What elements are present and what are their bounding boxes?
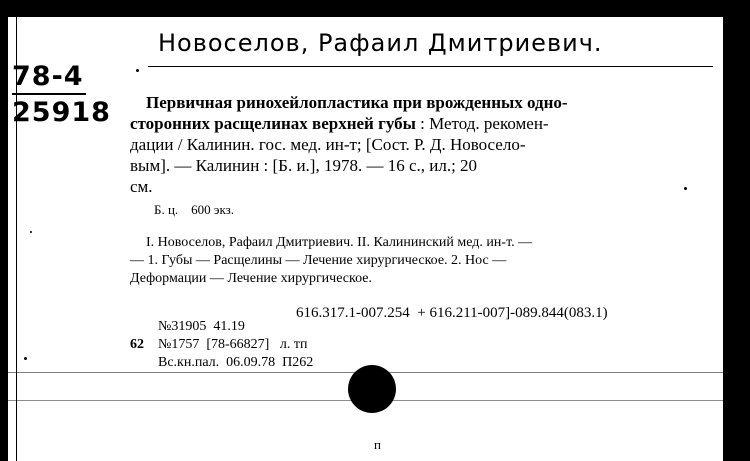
card-rule-top (148, 66, 713, 67)
scan-speck (684, 187, 687, 190)
record-number-line-3: Вс.кн.пал. 06.09.78 П262 (158, 355, 314, 370)
description-line-2: вым]. — Калинин : [Б. и.], 1978. — 16 с., ил.; 20 (130, 156, 478, 175)
description-line-3: см. (130, 177, 153, 196)
bottom-mark: п (374, 437, 381, 452)
title-line-1: Первичная ринохейлопластика при врожденных одно- (146, 93, 568, 112)
description-line-1: дации / Калинин. гос. мед. ин-т; [Сост. Р. Д. Новосело- (130, 135, 526, 154)
scan-speck (24, 357, 27, 360)
handwritten-author-name: Новоселов, Рафаил Дмитриевич. (158, 29, 603, 57)
tracing-line-3: Деформации — Лечение хирургическое. (130, 271, 372, 286)
udc-classification: 616.317.1-007.254 + 616.211-007]-089.844(083.1) (296, 305, 608, 321)
card-punch-hole (348, 365, 396, 413)
library-catalog-card (8, 17, 723, 461)
title-line-2-bold: сторонних расщелинах верхней губы (130, 114, 416, 133)
tracing-line-2: — 1. Губы — Расщелины — Лечение хирургическое. 2. Нос — (130, 253, 507, 268)
handwritten-shelf-mark-bottom: 25918 (12, 97, 111, 128)
price-and-print-run: Б. ц. 600 экз. (154, 202, 235, 217)
tracing-line-1: I. Новоселов, Рафаил Дмитриевич. II. Калининский мед. ин-т. — (146, 235, 533, 250)
scan-speck (136, 69, 139, 72)
handwritten-shelf-mark-top: 78-4 (12, 61, 84, 92)
record-number-prefix: 62 (130, 337, 144, 352)
title-line-2-rest: : Метод. рекомен- (415, 114, 549, 133)
title-line-2 (130, 114, 549, 134)
scan-speck (30, 231, 32, 233)
shelf-mark-underline (12, 93, 86, 95)
record-number-line-1: №31905 41.19 (158, 319, 245, 334)
record-number-line-2: №1757 [78-66827] л. тп (158, 337, 308, 352)
